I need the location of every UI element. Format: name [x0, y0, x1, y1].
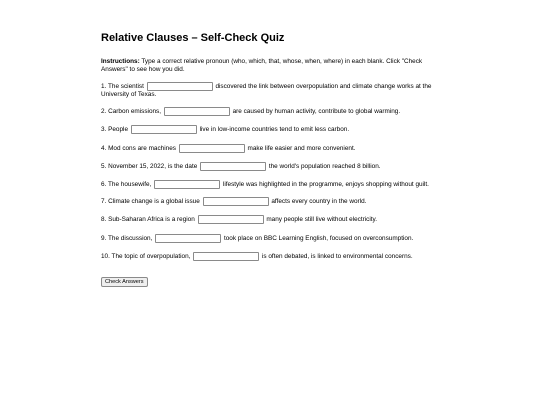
- page-title: Relative Clauses – Self-Check Quiz: [101, 32, 285, 44]
- answer-input-6[interactable]: [154, 180, 220, 189]
- question-9: [101, 234, 441, 243]
- instructions: [101, 58, 441, 74]
- question-8-before: 8. Sub-Saharan Africa is a region: [101, 216, 195, 224]
- answer-input-10[interactable]: [193, 252, 259, 261]
- question-2: [101, 107, 441, 116]
- question-8: [101, 215, 441, 224]
- question-1-after: discovered the link between overpopulation and climate change works at the University of Texas.: [101, 83, 432, 99]
- question-6: [101, 180, 441, 189]
- question-3-after: live in low-income countries tend to emit less carbon.: [199, 126, 350, 134]
- answer-input-5[interactable]: [200, 162, 266, 171]
- question-4: [101, 144, 441, 153]
- question-7-after: affects every country in the world.: [271, 198, 367, 206]
- question-3-before: 3. People: [101, 126, 129, 134]
- question-2-after: are caused by human activity, contribute to global warming.: [232, 108, 401, 116]
- question-8-after: many people still live without electricity.: [266, 216, 378, 224]
- instructions-text: Type a correct relative pronoun (who, which, that, whose, when, where) in each blank. Click "Check Answers" to see how you did.: [101, 58, 423, 73]
- answer-input-8[interactable]: [198, 215, 264, 224]
- question-7-before: 7. Climate change is a global issue: [101, 198, 200, 206]
- question-4-after: make life easier and more convenient.: [247, 144, 356, 152]
- answer-input-7[interactable]: [203, 197, 269, 206]
- answer-input-3[interactable]: [131, 125, 197, 134]
- question-5: [101, 162, 441, 171]
- answer-input-4[interactable]: [179, 144, 245, 153]
- question-10: [101, 252, 441, 261]
- answer-input-1[interactable]: [147, 82, 213, 91]
- question-6-before: 6. The housewife,: [101, 181, 152, 189]
- question-6-after: lifestyle was highlighted in the programme, enjoys shopping without guilt.: [222, 181, 429, 189]
- question-1-before: 1. The scientist: [101, 83, 144, 91]
- question-10-before: 10. The topic of overpopulation,: [101, 252, 191, 260]
- quiz-page: [101, 31, 441, 288]
- question-9-after: took place on BBC Learning English, focused on overconsumption.: [223, 234, 414, 242]
- question-7: [101, 197, 441, 206]
- question-5-after: the world's population reached 8 billion.: [268, 162, 381, 170]
- question-10-after: is often debated, is linked to environmental concerns.: [261, 252, 413, 260]
- instructions-label: Instructions:: [101, 58, 140, 65]
- check-answers-button[interactable]: Check Answers: [101, 277, 148, 287]
- question-2-before: 2. Carbon emissions,: [101, 108, 162, 116]
- answer-input-9[interactable]: [155, 234, 221, 243]
- question-9-before: 9. The discussion,: [101, 234, 153, 242]
- answer-input-2[interactable]: [164, 107, 230, 116]
- question-3: [101, 125, 441, 134]
- question-5-before: 5. November 15, 2022, is the date: [101, 162, 198, 170]
- question-4-before: 4. Mod cons are machines: [101, 144, 176, 152]
- question-1: [101, 82, 441, 99]
